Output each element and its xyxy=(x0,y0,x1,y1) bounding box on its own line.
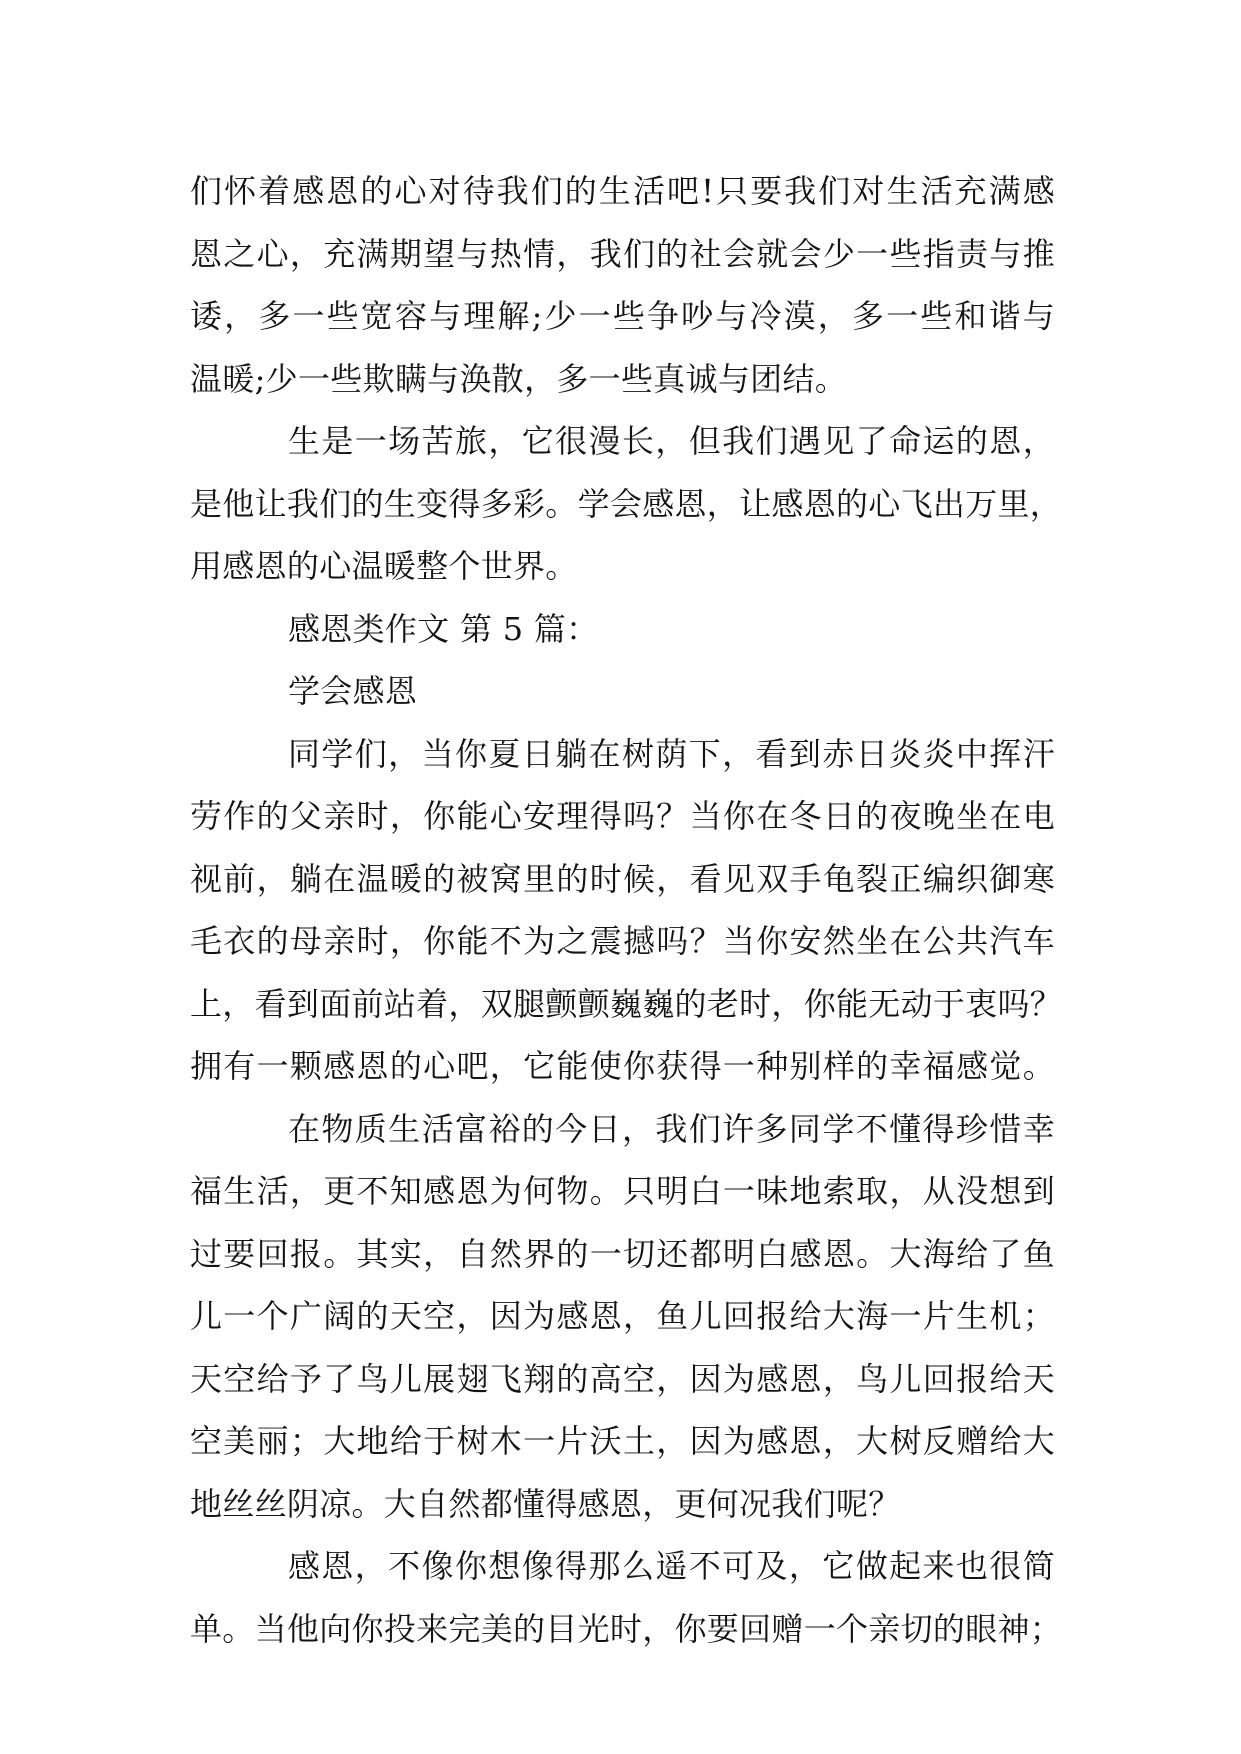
text-line: 恩之心，充满期望与热情，我们的社会就会少一些指责与推 xyxy=(190,234,1055,273)
text-line: 天空给予了鸟儿展翅飞翔的高空，因为感恩，鸟儿回报给天 xyxy=(190,1359,1055,1398)
text-line: 是他让我们的生变得多彩。学会感恩，让感恩的心飞出万里， xyxy=(190,484,1063,523)
text-line: 温暖;少一些欺瞒与涣散，多一些真诚与团结。 xyxy=(190,359,848,398)
essay-title: 学会感恩 xyxy=(288,672,418,710)
text-line: 诿，多一些宽容与理解;少一些争吵与冷漠，多一些和谐与 xyxy=(190,297,1055,335)
text-line: 拥有一颗感恩的心吧，它能使你获得一种别样的幸福感觉。 xyxy=(190,1047,1055,1085)
text-line: 视前，躺在温暖的被窝里的时候，看见双手龟裂正编织御寒 xyxy=(190,859,1055,898)
text-line: 单。当他向你投来完美的目光时，你要回赠一个亲切的眼神； xyxy=(190,1609,1063,1648)
paragraph-first-line: 同学们，当你夏日躺在树荫下，看到赤日炎炎中挥汗 xyxy=(288,734,1055,773)
text-line: 毛衣的母亲时，你能不为之震撼吗？当你安然坐在公共汽车 xyxy=(190,922,1055,960)
text-line: 空美丽；大地给于树木一片沃土，因为感恩，大树反赠给大 xyxy=(190,1422,1055,1460)
text-line: 们怀着感恩的心对待我们的生活吧!只要我们对生活充满感 xyxy=(190,172,1055,210)
text-line: 地丝丝阴凉。大自然都懂得感恩，更何况我们呢？ xyxy=(190,1484,901,1523)
text-line: 上，看到面前站着，双腿颤颤巍巍的老时，你能无动于衷吗？ xyxy=(190,984,1063,1023)
text-line: 用感恩的心温暖整个世界。 xyxy=(190,547,578,585)
section-heading: 感恩类作文 第 5 篇： xyxy=(288,609,599,648)
paragraph-first-line: 生是一场苦旅，它很漫长，但我们遇见了命运的恩， xyxy=(288,422,1055,460)
text-line: 劳作的父亲时，你能心安理得吗？当你在冬日的夜晚坐在电 xyxy=(190,797,1055,835)
paragraph-first-line: 在物质生活富裕的今日，我们许多同学不懂得珍惜幸 xyxy=(288,1109,1055,1148)
text-line: 儿一个广阔的天空，因为感恩，鱼儿回报给大海一片生机； xyxy=(190,1297,1055,1335)
paragraph-first-line: 感恩，不像你想像得那么遥不可及，它做起来也很简 xyxy=(288,1547,1055,1585)
text-line: 过要回报。其实，自然界的一切还都明白感恩。大海给了鱼 xyxy=(190,1234,1055,1273)
text-line: 福生活，更不知感恩为何物。只明白一味地索取，从没想到 xyxy=(190,1172,1055,1210)
essay-body xyxy=(190,160,1063,1660)
